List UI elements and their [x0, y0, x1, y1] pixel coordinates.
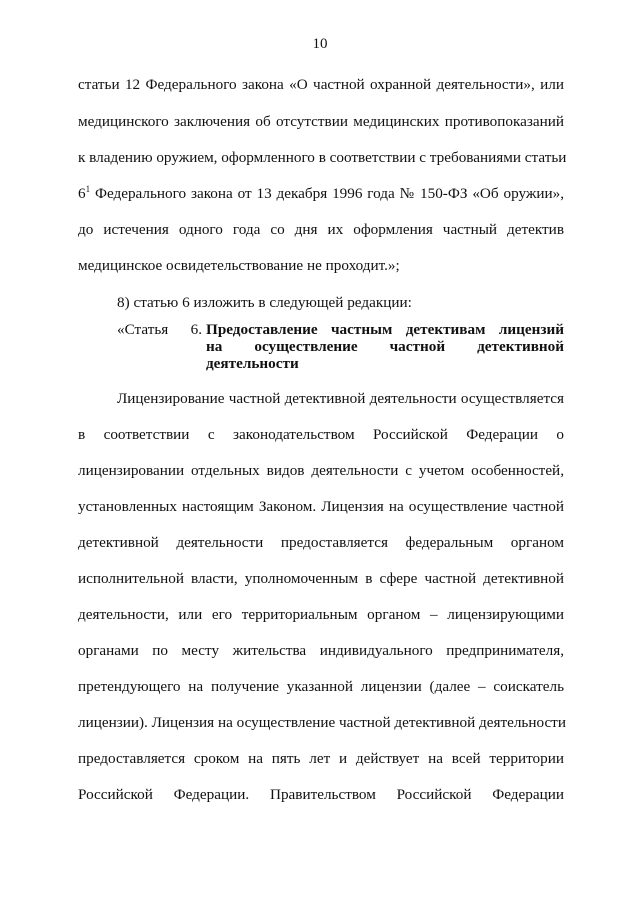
article-label: «Статья 6. [117, 321, 202, 338]
superscript: 1 [85, 184, 91, 194]
body-line: детективной деятельности предоставляется федеральным органом [78, 534, 564, 551]
text-line: статьи 12 Федерального закона «О частной охранной деятельности», или [78, 76, 564, 93]
article-number: 6 [78, 185, 86, 202]
article-title-line: на осуществление частной детективной [206, 338, 564, 355]
body-line: Российской Федерации. Правительством Российской Федерации [78, 786, 564, 803]
text-line: до истечения одного года со дня их оформления частный детектив [78, 221, 564, 238]
text-line: к владению оружием, оформленного в соответствии с требованиями статьи [78, 149, 567, 166]
body-line: деятельности, или его территориальным органом – лицензирующими [78, 606, 564, 623]
text-line-rest: Федерального закона от 13 декабря 1996 года № 150-ФЗ «Об оружии», [90, 185, 564, 202]
body-line: органами по месту жительства индивидуального предпринимателя, [78, 642, 564, 659]
body-line: лицензии). Лицензия на осуществление частной детективной деятельности [78, 714, 566, 731]
text-line-with-superscript [78, 185, 564, 203]
body-line: в соответствии с законодательством Российской Федерации о [78, 426, 564, 443]
body-line: исполнительной власти, уполномоченным в сфере частной детективной [78, 570, 564, 587]
body-line: установленных настоящим Законом. Лицензия на осуществление частной [78, 498, 564, 515]
body-line: лицензировании отдельных видов деятельности с учетом особенностей, [78, 462, 564, 479]
body-line: претендующего на получение указанной лицензии (далее – соискатель [78, 678, 564, 695]
body-line: Лицензирование частной детективной деятельности осуществляется [117, 390, 564, 407]
amendment-item: 8) статью 6 изложить в следующей редакции: [117, 294, 412, 311]
text-line: медицинского заключения об отсутствии медицинских противопоказаний [78, 113, 564, 130]
article-title-line: Предоставление частным детективам лицензий [206, 321, 564, 338]
page-number: 10 [312, 36, 328, 52]
text-line: медицинское освидетельствование не проходит.»; [78, 257, 400, 274]
article-title-line: деятельности [206, 355, 299, 372]
body-line: предоставляется сроком на пять лет и действует на всей территории [78, 750, 564, 767]
